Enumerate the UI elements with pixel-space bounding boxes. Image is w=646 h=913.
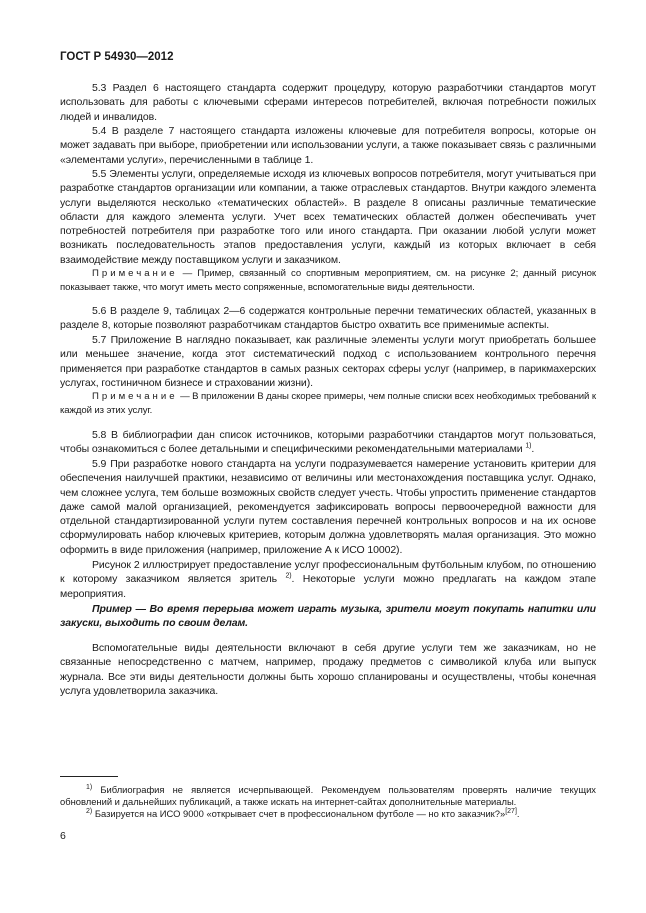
note-1 [60,267,596,295]
paragraph-auxiliary: Вспомогательные виды деятельности включают в себя другие услуги тем же заказчикам, но не связанные непосредственно с матчем, например, продажу предметов с символикой клуба или выпуск журнала. Все эти виды деятельности должны быть хорошо спланированы и осуществлены, чтобы конечная услуга удовлетворила заказчика. [60,642,596,697]
document-header: ГОСТ Р 54930—2012 [60,51,174,63]
paragraph-end: . Некоторые услуги можно предлагать на каждом этапе мероприятия. [60,573,596,600]
footnote-mark: 2) [86,807,93,815]
example-paragraph: Пример — Во время перерыва может играть музыка, зрители могут покупать напитки или закуски, выходить по своим делам. [60,603,596,630]
paragraph-5-7: 5.7 Приложение В наглядно показывает, как различные элементы услуги могут приобретать большее или меньшее значение, когда этот систематический подход с использованием контрольного перечня применяется при разработке стандартов в самых разных секторах сферы услуг (например, в парикмахерских услугах, гостиничном бизнесе и страховании жизни). [60,334,596,389]
footnote-2 [60,808,596,820]
bibliography-ref[interactable]: [27] [505,807,517,815]
paragraph-5-3: 5.3 Раздел 6 настоящего стандарта содержит процедуру, которую разработчики стандартов могут использовать для работы с ключевыми сферами интересов потребителей, включая потребности пожилых людей и инвалидов. [60,82,596,123]
note-2 [60,390,596,418]
footnote-end: . [516,808,520,819]
footnote-mark: 1) [86,783,93,791]
page-number: 6 [60,830,66,842]
note-label: Примечание [92,268,178,279]
paragraph-5-8 [60,428,596,457]
paragraph-end: . [531,443,535,456]
note-label: Примечание [92,391,178,402]
paragraph-5-9: 5.9 При разработке нового стандарта на услуги подразумевается намерение установить критерии для обеспечения наилучшей практики, независимо от величины или местонахождения поставщика услуг. Однако, чем сложнее услуга, тем больше возможных свойств следует учесть. Чтобы упростить применение стандартов даже самой малой организацией, рекомендуется зафиксировать вопросы первоочередной важности для отдельной стандартизированной услуги путем составления перечней контрольных вопросов и на их основе сформулировать набор ключевых критериев, которым должна удовлетворять малая организация. Это можно оформить в виде приложения (например, приложение А к ИСО 10002). [60,458,596,556]
footnote-divider [60,776,118,777]
note-text: — Пример, связанный со спортивным мероприятием, см. на рисунке 2; данный рисунок показывает также, что могут иметь место сопряженные, вспомогательные виды деятельности. [60,268,596,293]
note-text: — В приложении В даны скорее примеры, чем полные списки всех необходимых требований к каждой из этих услуг. [60,391,596,416]
paragraph-5-5: 5.5 Элементы услуги, определяемые исходя из ключевых вопросов потребителя, могут учитываться при разработке стандартов организации или компании, а также отраслевых стандартов. Внутри каждого элемента услуги выделяются несколько «тематических областей». В разделе 8 описаны различные тематические области для каждого элемента услуги. Учет всех тематических областей должен обеспечивать учет потребностей потребителя при разработке того или иного стандарта. При оказании любой услуги может возникать последовательность этапов предоставления услуги, каждый из которых включает в себя взаимодействие между поставщиком услуги и заказчиком. [60,168,596,266]
paragraph-5-4: 5.4 В разделе 7 настоящего стандарта изложены ключевые для потребителя вопросы, которые он может задавать при выборе, приобретении или использовании услуги, а также показывает связь с различными «элементами услуги», перечисленными в таблице 1. [60,125,596,166]
footnote-ref-1[interactable]: 1) [525,442,532,450]
paragraph-figure-2 [60,558,596,601]
footnote-1 [60,784,596,808]
paragraph-5-6: 5.6 В разделе 9, таблицах 2—6 содержатся контрольные перечни тематических областей, указанных в разделе 8, которые позволяют разработчикам стандартов быстро охватить все применимые аспекты. [60,305,596,332]
footnote-text: Базируется на ИСО 9000 «открывает счет в профессиональном футболе — но кто заказчик?» [92,808,506,819]
paragraph-text: 5.8 В библиографии дан список источников, которыми разработчики стандартов могут пользоваться, чтобы ознакомиться с более детальными и специфическими рекомендательными материалами [60,429,596,456]
footnote-text: Библиография не является исчерпывающей. Рекомендуем пользователям проверять наличие текущих обновлений и дальнейших публикаций, а также искать на интернет-сайтах дополнительные материалы. [60,784,596,807]
paragraph-text: Рисунок 2 иллюстрирует предоставление услуг профессиональным футбольным клубом, по отношению к которому заказчиком является зритель [60,559,596,586]
footnote-ref-2[interactable]: 2) [285,572,292,580]
